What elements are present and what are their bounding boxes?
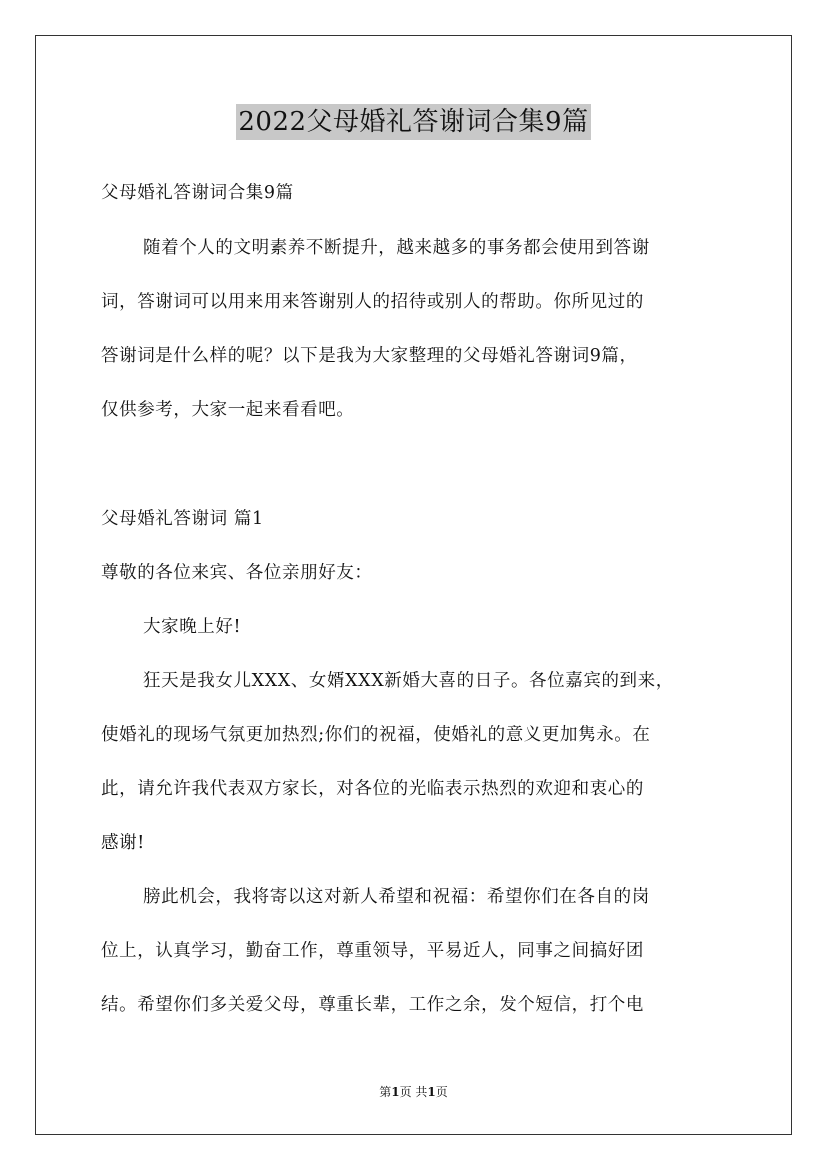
intro-line-4: 仅供参考，大家一起来看看吧。	[101, 400, 355, 420]
para1-line-4: 感谢!	[101, 833, 145, 853]
title-container	[0, 104, 827, 140]
document-title: 2022父母婚礼答谢词合集9篇	[236, 104, 590, 140]
document-subtitle: 父母婚礼答谢词合集9篇	[101, 183, 294, 203]
para1-line-2: 使婚礼的现场气氛更加热烈;你们的祝福，使婚礼的意义更加隽永。在	[101, 725, 651, 745]
intro-line-3: 答谢词是什么样的呢？以下是我为大家整理的父母婚礼答谢词9篇，	[101, 346, 638, 366]
para2-line-1: 膀此机会，我将寄以这对新人希望和祝福：希望你们在各自的岗	[143, 887, 650, 907]
page-current: 1	[391, 1085, 400, 1099]
para2-line-3: 结。希望你们多关爱父母，尊重长辈，工作之余，发个短信，打个电	[101, 995, 644, 1015]
page-footer	[0, 1084, 827, 1100]
para2-line-2: 位上，认真学习，勤奋工作，尊重领导，平易近人，同事之间搞好团	[101, 941, 644, 961]
para1-line-1: 狂天是我女儿XXX、女婿XXX新婚大喜的日子。各位嘉宾的到来，	[143, 671, 674, 691]
greeting: 大家晚上好!	[143, 617, 242, 637]
page-total: 1	[427, 1085, 436, 1099]
intro-line-1: 随着个人的文明素养不断提升，越来越多的事务都会使用到答谢	[143, 238, 650, 258]
page-mid: 页 共	[399, 1085, 428, 1099]
section-heading: 父母婚礼答谢词 篇1	[101, 509, 264, 529]
salutation: 尊敬的各位来宾、各位亲朋好友：	[101, 563, 373, 583]
para1-line-3: 此，请允许我代表双方家长，对各位的光临表示热烈的欢迎和衷心的	[101, 779, 644, 799]
page-prefix: 第	[379, 1085, 392, 1099]
intro-line-2: 词，答谢词可以用来用来答谢别人的招待或别人的帮助。你所见过的	[101, 292, 644, 312]
page-suffix: 页	[435, 1085, 448, 1099]
